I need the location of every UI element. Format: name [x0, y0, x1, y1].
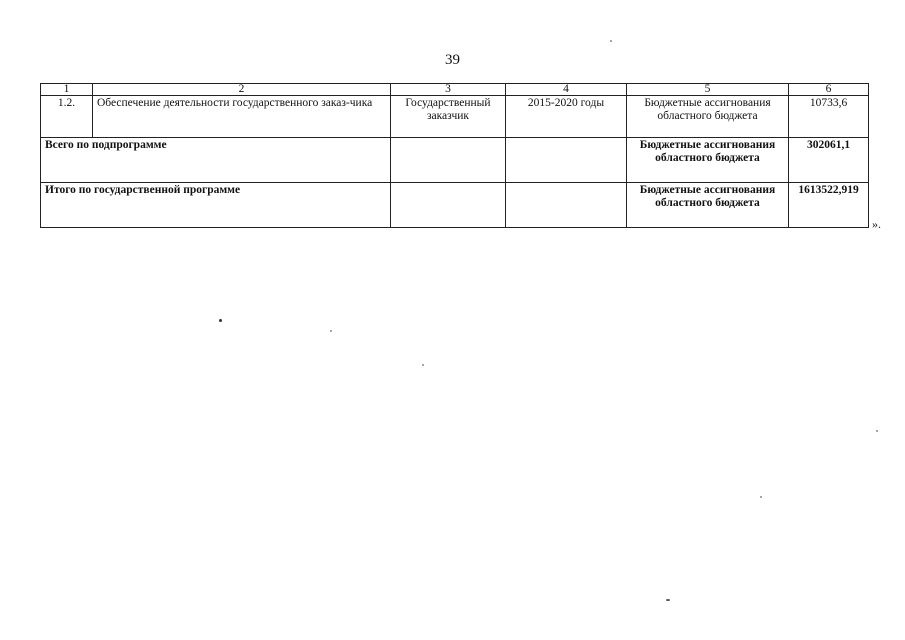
scan-speck — [422, 364, 424, 366]
column-header: 4 — [506, 84, 627, 96]
item-source: Бюджетные ассигнования областного бюджета — [627, 96, 789, 138]
scan-speck — [760, 496, 762, 498]
total-amount: 1613522,919 — [789, 183, 869, 228]
item-amount: 10733,6 — [789, 96, 869, 138]
item-period: 2015-2020 годы — [506, 96, 627, 138]
subtotal-label: Всего по подпрограмме — [41, 138, 391, 183]
total-label: Итого по государственной программе — [41, 183, 391, 228]
budget-table — [40, 83, 869, 228]
page-number: 39 — [445, 52, 460, 68]
table-header-row — [41, 84, 869, 96]
table-row-subtotal — [41, 138, 869, 183]
column-header: 5 — [627, 84, 789, 96]
table-row-item — [41, 96, 869, 138]
total-source: Бюджетные ассигнования областного бюджета — [627, 183, 789, 228]
subtotal-source: Бюджетные ассигнования областного бюджета — [627, 138, 789, 183]
scan-speck — [876, 430, 878, 432]
scan-speck — [330, 330, 332, 332]
scan-speck — [219, 319, 222, 322]
item-name: Обеспечение деятельности государственного заказ-чика — [93, 96, 391, 138]
column-header: 6 — [789, 84, 869, 96]
column-header: 2 — [93, 84, 391, 96]
empty-cell — [506, 183, 627, 228]
scan-speck — [666, 599, 670, 601]
column-header: 1 — [41, 84, 93, 96]
column-header: 3 — [391, 84, 506, 96]
item-number: 1.2. — [41, 96, 93, 138]
empty-cell — [506, 138, 627, 183]
empty-cell — [391, 138, 506, 183]
empty-cell — [391, 183, 506, 228]
scan-speck — [610, 40, 612, 42]
item-executor: Государственный заказчик — [391, 96, 506, 138]
table-row-total — [41, 183, 869, 228]
closing-quote: ». — [872, 217, 881, 231]
subtotal-amount: 302061,1 — [789, 138, 869, 183]
